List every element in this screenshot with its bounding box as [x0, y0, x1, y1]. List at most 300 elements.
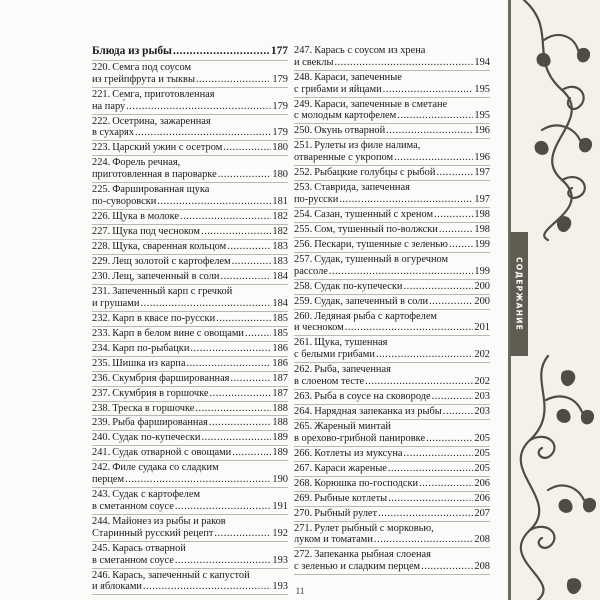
- toc-entry-line: [294, 523, 490, 535]
- toc-entry-number: 268.: [294, 477, 313, 489]
- toc-entry-text: Карп в квасе по-русски: [112, 312, 216, 324]
- toc-entry-number: 254.: [294, 208, 313, 220]
- toc-entry-text: Запеченный карп с гречкой: [112, 285, 233, 297]
- toc-entry: [92, 387, 288, 402]
- toc-entry-page: 195: [474, 83, 490, 95]
- toc-entry-last-line: [294, 463, 490, 475]
- leader-dots: [404, 448, 474, 460]
- toc-entry-page: 203: [474, 390, 490, 402]
- toc-entry-page: 181: [272, 195, 288, 207]
- leader-dots: [339, 194, 473, 206]
- toc-entry: [294, 492, 490, 507]
- toc-entry-text: Судак отварной с овощами: [112, 447, 232, 459]
- toc-entry-line: [92, 89, 288, 101]
- toc-entry: [92, 240, 288, 255]
- toc-entry-text: Сом, тушенный по-волжски: [314, 223, 438, 235]
- toc-entry-line: [92, 157, 288, 169]
- toc-entry-last-line: [92, 226, 288, 238]
- toc-entry-last-line: [294, 296, 490, 308]
- leader-dots: [214, 528, 271, 540]
- toc-entry-last-line: [92, 358, 288, 370]
- toc-entry: [294, 253, 490, 280]
- toc-entry-page: 191: [272, 501, 288, 513]
- toc-entry: [294, 447, 490, 462]
- toc-column-right: [294, 44, 490, 575]
- toc-entry-last-line: [294, 266, 490, 278]
- toc-entry-page: 200: [474, 280, 490, 292]
- page-number: 11: [295, 586, 305, 596]
- toc-entry: [92, 461, 288, 488]
- toc-entry-page: 183: [272, 255, 288, 267]
- toc-entry: [294, 420, 490, 447]
- toc-entry: [92, 285, 288, 312]
- leader-dots: [388, 493, 473, 505]
- leader-dots: [232, 447, 271, 459]
- toc-entry-text: в сметанном соусе: [92, 554, 174, 566]
- toc-entry-line: [294, 364, 490, 376]
- toc-entry-text: Запеканка рыбная слоеная: [314, 549, 431, 561]
- toc-entry-last-line: [92, 432, 288, 444]
- toc-entry-text: Окунь отварной: [314, 125, 386, 137]
- toc-section-heading: [92, 44, 288, 61]
- leader-dots: [202, 432, 272, 444]
- leader-dots: [429, 296, 473, 308]
- toc-entry-page: 202: [474, 375, 490, 387]
- toc-entry-page: 206: [474, 492, 490, 504]
- toc-entry-number: 226.: [92, 210, 111, 222]
- toc-entry-text: и грушами: [92, 297, 140, 309]
- toc-entry-last-line: [92, 298, 288, 310]
- leader-dots: [157, 196, 271, 208]
- toc-entry-text: приготовленная в пароварке: [92, 169, 217, 181]
- toc-entry-number: 264.: [294, 405, 313, 417]
- toc-entry-text: Ставрида, запеченная: [314, 182, 410, 194]
- toc-entry-text: Рыбные котлеты: [314, 492, 388, 504]
- leader-dots: [334, 57, 473, 69]
- leader-dots: [196, 74, 271, 86]
- toc-entry-text: Караси, запеченные: [314, 71, 402, 83]
- toc-entry-page: 187: [272, 387, 288, 399]
- leader-dots: [126, 101, 271, 113]
- toc-entry-text: и свеклы: [294, 56, 334, 68]
- toc-entry-page: 179: [272, 73, 288, 85]
- toc-entry-last-line: [294, 349, 490, 361]
- toc-entry: [92, 88, 288, 115]
- toc-entry-last-line: [294, 209, 490, 221]
- toc-entry-text: Скумбрия в горшочке: [112, 387, 209, 399]
- toc-entry-page: 190: [272, 474, 288, 486]
- toc-entry-number: 241.: [92, 447, 111, 459]
- section-title: Блюда из рыбы: [92, 45, 172, 57]
- toc-entry-number: 261.: [294, 337, 313, 349]
- toc-entry-text: Царский ужин с осетром: [112, 142, 223, 154]
- toc-entry-text: Семга, приготовленная: [112, 88, 215, 100]
- leader-dots: [220, 271, 271, 283]
- toc-entry-text: Фаршированная щука: [112, 184, 210, 196]
- toc-entry-line: [92, 570, 288, 582]
- toc-entry-page: 199: [474, 238, 490, 250]
- toc-entry-page: 188: [272, 417, 288, 429]
- toc-entry-last-line: [92, 169, 288, 181]
- toc-entry-last-line: [294, 391, 490, 403]
- leader-dots: [449, 239, 473, 251]
- leader-dots: [175, 501, 272, 513]
- leader-dots: [404, 281, 474, 293]
- toc-entry-line: [294, 254, 490, 266]
- toc-entry-last-line: [294, 84, 490, 96]
- toc-entry-last-line: [294, 110, 490, 122]
- toc-entry-number: 272.: [294, 549, 313, 561]
- toc-entry-last-line: [294, 561, 490, 573]
- leader-dots: [173, 45, 270, 58]
- toc-entry-text: отваренные с укропом: [294, 152, 394, 164]
- toc-entry-text: из грейпфрута и тыквы: [92, 73, 195, 85]
- toc-entry-page: 207: [474, 507, 490, 519]
- toc-entry-page: 205: [474, 447, 490, 459]
- toc-entry-page: 185: [272, 312, 288, 324]
- toc-entry-text: Сазан, тушенный с хреном: [314, 208, 434, 220]
- toc-entry-last-line: [92, 74, 288, 86]
- leader-dots: [245, 328, 271, 340]
- toc-entry-number: 269.: [294, 492, 313, 504]
- toc-entry: [92, 327, 288, 342]
- leader-dots: [180, 211, 271, 223]
- toc-entry-page: 186: [272, 357, 288, 369]
- toc-entry-text: в сметанном соусе: [92, 501, 174, 513]
- toc-entry-last-line: [294, 433, 490, 445]
- toc-entry-page: 208: [474, 534, 490, 546]
- leader-dots: [218, 169, 272, 181]
- toc-entry: [294, 405, 490, 420]
- toc-entry-page: 198: [474, 223, 490, 235]
- toc-entry-page: 179: [272, 100, 288, 112]
- toc-entry-text: Щука, сваренная кольцом: [112, 240, 227, 252]
- toc-entry-number: 234.: [92, 342, 111, 354]
- toc-entry-page: 195: [474, 110, 490, 122]
- toc-entry: [294, 238, 490, 253]
- toc-entry: [294, 181, 490, 208]
- toc-entry-number: 224.: [92, 157, 111, 169]
- leader-dots: [216, 313, 271, 325]
- toc-entry-text: Рыбацкие голубцы с рыбой: [314, 167, 436, 179]
- toc-entry: [294, 208, 490, 223]
- toc-entry-last-line: [294, 57, 490, 69]
- leader-dots: [383, 84, 474, 96]
- toc-entry-text: Щука, тушенная: [314, 337, 388, 349]
- toc-entry-last-line: [294, 281, 490, 293]
- toc-entry-number: 242.: [92, 462, 111, 474]
- toc-column-left: [92, 44, 288, 595]
- toc-entry: [92, 210, 288, 225]
- section-page: 177: [270, 45, 288, 57]
- toc-entry-last-line: [92, 313, 288, 325]
- toc-entry-text: Скумбрия фаршированная: [112, 372, 230, 384]
- toc-entry-number: 253.: [294, 182, 313, 194]
- toc-entry-line: [92, 286, 288, 298]
- toc-entry-number: 249.: [294, 98, 313, 110]
- toc-entry-text: Карась, запеченный с капустой: [112, 569, 250, 581]
- toc-entry-page: 182: [272, 210, 288, 222]
- toc-entry: [92, 446, 288, 461]
- toc-entry-text: Судак, запеченный в соли: [314, 295, 429, 307]
- toc-entry-page: 189: [272, 432, 288, 444]
- toc-entry-text: в орехово-грибной панировке: [294, 432, 426, 444]
- toc-entry-last-line: [294, 448, 490, 460]
- toc-entry-text: Нарядная запеканка из рыбы: [314, 405, 442, 417]
- leader-dots: [329, 266, 474, 278]
- toc-entry: [92, 255, 288, 270]
- toc-entry-number: 258.: [294, 280, 313, 292]
- toc-entry-number: 222.: [92, 115, 111, 127]
- toc-entry: [294, 336, 490, 363]
- toc-entry: [92, 542, 288, 569]
- toc-entry-text: Рыба, запеченная: [314, 364, 391, 376]
- toc-entry-number: 244.: [92, 516, 111, 527]
- toc-entry: [92, 342, 288, 357]
- toc-entry-number: 220.: [92, 62, 111, 73]
- toc-entry-page: 179: [272, 127, 288, 139]
- toc-entry: [294, 280, 490, 295]
- toc-entry-number: 250.: [294, 125, 313, 137]
- toc-entry: [92, 357, 288, 372]
- toc-entry-number: 257.: [294, 253, 313, 265]
- toc-entry-text: рассоле: [294, 265, 328, 277]
- leader-dots: [140, 298, 271, 310]
- toc-entry-last-line: [294, 125, 490, 137]
- floral-ornament-icon: [518, 0, 600, 600]
- toc-entry-last-line: [294, 224, 490, 236]
- toc-entry-text: Карась отварной: [112, 542, 186, 554]
- toc-entry-number: 225.: [92, 184, 111, 196]
- toc-entry-line: [92, 489, 288, 501]
- toc-entry-number: 247.: [294, 45, 313, 56]
- toc-entry-number: 245.: [92, 542, 111, 554]
- leader-dots: [345, 322, 474, 334]
- toc-entry-page: 196: [474, 125, 490, 137]
- toc-entry-last-line: [92, 388, 288, 400]
- toc-entry-text: перцем: [92, 474, 125, 486]
- toc-entry-text: Карась с соусом из хрена: [314, 45, 426, 56]
- toc-entry-text: Форель речная,: [112, 157, 181, 169]
- toc-entry-number: 221.: [92, 88, 111, 100]
- toc-entry-page: 180: [272, 169, 288, 181]
- toc-entry-text: с грибами и яйцами: [294, 83, 382, 95]
- toc-entry-number: 266.: [294, 447, 313, 459]
- leader-dots: [436, 167, 473, 179]
- toc-entry: [294, 507, 490, 522]
- toc-entry-line: [294, 99, 490, 111]
- toc-entry-number: 237.: [92, 387, 111, 399]
- toc-entry-last-line: [92, 417, 288, 429]
- leader-dots: [223, 142, 271, 154]
- toc-entry-text: Котлеты из муксуна: [314, 447, 403, 459]
- toc-entry: [294, 462, 490, 477]
- leader-dots: [186, 358, 271, 370]
- toc-entry-last-line: [92, 528, 288, 540]
- toc-entry-text: Треска в горшочке: [112, 402, 195, 414]
- toc-entry-last-line: [92, 256, 288, 268]
- leader-dots: [210, 388, 272, 400]
- toc-entry-number: 270.: [294, 507, 313, 519]
- toc-entry-line: [294, 549, 490, 561]
- leader-dots: [421, 561, 473, 573]
- toc-entry-number: 267.: [294, 462, 313, 474]
- toc-entry: [92, 183, 288, 210]
- toc-entry-text: с зеленью и сладким перцем: [294, 561, 421, 573]
- toc-entry: [92, 416, 288, 431]
- toc-entry-number: 271.: [294, 522, 313, 534]
- toc-entry: [294, 166, 490, 181]
- toc-entry-text: Судак по-купечески: [112, 432, 201, 444]
- toc-entry-last-line: [294, 493, 490, 505]
- toc-entry: [92, 312, 288, 327]
- toc-entry-page: 203: [474, 405, 490, 417]
- toc-entry-last-line: [92, 403, 288, 415]
- toc-entry: [92, 270, 288, 285]
- toc-entry-number: 260.: [294, 310, 313, 322]
- toc-entry-last-line: [92, 474, 288, 486]
- toc-entry-number: 233.: [92, 327, 111, 339]
- toc-entry: [92, 225, 288, 240]
- leader-dots: [190, 343, 271, 355]
- toc-entry-page: 186: [272, 342, 288, 354]
- toc-entry-number: 228.: [92, 240, 111, 252]
- toc-entry-number: 231.: [92, 285, 111, 297]
- toc-entry-text: и яблоками: [92, 581, 142, 593]
- leader-dots: [432, 391, 474, 403]
- toc-entry: [92, 115, 288, 142]
- toc-entry-text: в сухарях: [92, 127, 135, 139]
- toc-entry-page: 189: [272, 447, 288, 459]
- toc-entry-number: 262.: [294, 364, 313, 376]
- toc-entry-line: [294, 72, 490, 84]
- toc-entry: [92, 61, 288, 88]
- toc-entry-line: [92, 543, 288, 555]
- toc-entry-page: 194: [474, 56, 490, 68]
- toc-entry-line: [294, 45, 490, 57]
- toc-entry-line: [92, 62, 288, 74]
- toc-entry-page: 198: [474, 208, 490, 220]
- toc-entry-number: 251.: [294, 140, 313, 152]
- toc-entry-page: 184: [272, 270, 288, 282]
- toc-entry-last-line: [92, 211, 288, 223]
- leader-dots: [439, 224, 474, 236]
- toc-entry-number: 248.: [294, 71, 313, 83]
- toc-list-left: [92, 61, 288, 595]
- toc-entry-page: 180: [272, 142, 288, 154]
- toc-entry: [294, 363, 490, 390]
- toc-entry-page: 184: [272, 297, 288, 309]
- toc-entry-last-line: [92, 101, 288, 113]
- toc-entry-number: 236.: [92, 372, 111, 384]
- toc-entry-last-line: [92, 142, 288, 154]
- decorative-side-strip: [508, 0, 600, 600]
- leader-dots: [232, 256, 272, 268]
- toc-entry-page: 185: [272, 327, 288, 339]
- toc-entry-last-line: [92, 127, 288, 139]
- toc-entry-text: на пару́: [92, 100, 126, 112]
- toc-entry-text: Караси, запеченные в сметане: [314, 98, 448, 110]
- toc-entry-text: Старинный русский рецепт: [92, 527, 214, 539]
- toc-entry-text: Щука в молоке: [112, 210, 180, 222]
- toc-entry-number: 232.: [92, 312, 111, 324]
- toc-entry-text: Карп по-рыбацки: [112, 342, 190, 354]
- toc-entry-number: 235.: [92, 357, 111, 369]
- toc-entry-text: Рыбный рулет: [314, 507, 378, 519]
- leader-dots: [201, 226, 271, 238]
- toc-entry-page: 187: [272, 372, 288, 384]
- leader-dots: [175, 555, 272, 567]
- toc-entry: [294, 98, 490, 125]
- toc-entry-text: по-русски: [294, 193, 339, 205]
- toc-entry-number: 230.: [92, 270, 111, 282]
- toc-entry-text: Филе судака со сладким: [112, 462, 219, 474]
- toc-entry-text: Рыба в соусе на сковороде: [314, 390, 431, 402]
- toc-entry-text: с белыми грибами: [294, 349, 375, 361]
- toc-entry-last-line: [294, 534, 490, 546]
- toc-entry-last-line: [294, 478, 490, 490]
- toc-entry: [294, 548, 490, 575]
- toc-entry-page: 192: [272, 527, 288, 539]
- leader-dots: [378, 508, 473, 520]
- toc-entry: [294, 477, 490, 492]
- toc-entry-page: 202: [474, 349, 490, 361]
- toc-entry: [294, 44, 490, 71]
- toc-entry-line: [294, 140, 490, 152]
- toc-entry-text: по-суворовски: [92, 195, 157, 207]
- leader-dots: [394, 152, 473, 164]
- leader-dots: [376, 349, 473, 361]
- toc-entry: [294, 390, 490, 405]
- toc-entry-text: луком и томатами: [294, 534, 373, 546]
- toc-entry-last-line: [92, 343, 288, 355]
- toc-list-right: [294, 44, 490, 575]
- toc-entry-last-line: [92, 241, 288, 253]
- leader-dots: [386, 125, 473, 137]
- toc-entry: [92, 431, 288, 446]
- toc-entry-page: 208: [474, 561, 490, 573]
- toc-entry-text: в слоеном тесте: [294, 375, 365, 387]
- toc-entry-number: 255.: [294, 223, 313, 235]
- toc-entry-page: 199: [474, 265, 490, 277]
- toc-entry-page: 205: [474, 432, 490, 444]
- toc-entry-line: [294, 337, 490, 349]
- toc-entry: [92, 515, 288, 542]
- toc-entry-number: 240.: [92, 432, 111, 444]
- toc-entry-text: Пескари, тушенные с зеленью: [314, 238, 448, 250]
- toc-entry-page: 197: [474, 167, 490, 179]
- leader-dots: [434, 209, 473, 221]
- toc-entry-line: [92, 184, 288, 196]
- toc-entry: [294, 71, 490, 98]
- toc-entry-text: Ледяная рыба с картофелем: [314, 310, 438, 322]
- toc-entry-page: 188: [272, 402, 288, 414]
- toc-entry-number: 243.: [92, 489, 111, 501]
- leader-dots: [397, 110, 473, 122]
- toc-entry-line: [294, 182, 490, 194]
- contents-side-tab-label: СОДЕРЖАНИЕ: [514, 257, 524, 331]
- toc-entry-last-line: [92, 447, 288, 459]
- leader-dots: [443, 406, 474, 418]
- toc-entry: [294, 139, 490, 166]
- toc-entry-number: 263.: [294, 390, 313, 402]
- toc-entry-text: и чесноком: [294, 322, 344, 334]
- toc-entry-last-line: [92, 271, 288, 283]
- toc-entry-text: Жареный минтай: [314, 420, 391, 432]
- toc-entry-number: 223.: [92, 142, 111, 154]
- toc-entry-text: Карп в белом вине с овощами: [112, 327, 244, 339]
- toc-entry: [294, 310, 490, 337]
